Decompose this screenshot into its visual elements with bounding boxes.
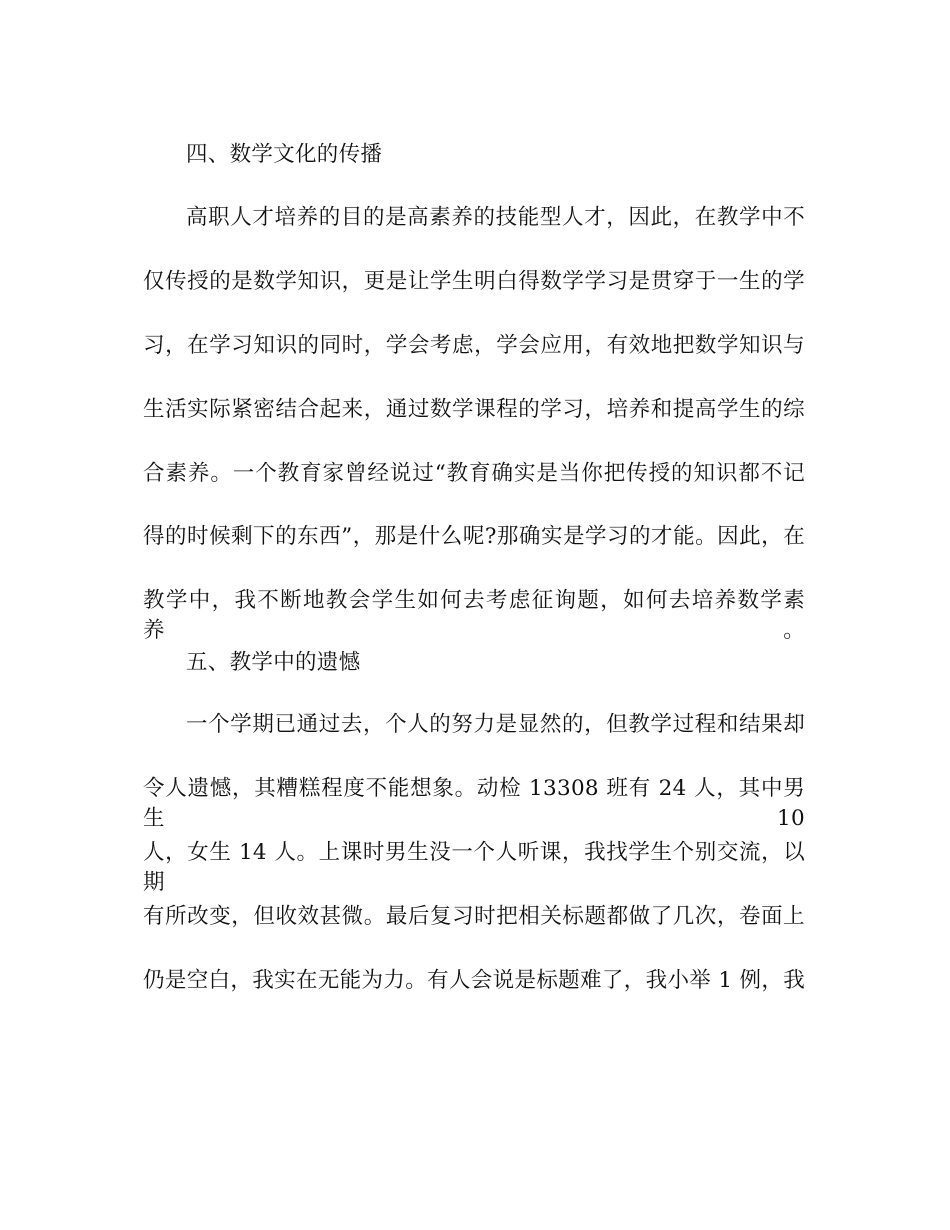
section-heading-4: 四、数学文化的传播 — [186, 142, 383, 167]
paragraph-line: 生活实际紧密结合起来，通过数学课程的学习，培养和提高学生的综 — [143, 397, 805, 422]
paragraph-line: 一个学期已通过去，个人的努力是显然的，但教学过程和结果却 — [186, 712, 805, 737]
paragraph-line: 人，女生 14 人。上课时男生没一个人听课，我找学生个别交流，以期 — [143, 840, 805, 895]
paragraph-line: 得的时候剩下的东西”，那是什么呢?那确实是学习的才能。因此，在 — [143, 524, 805, 549]
paragraph-line: 合素养。一个教育家曾经说过“教育确实是当你把传授的知识都不记 — [143, 461, 805, 486]
section-heading-5: 五、教学中的遗憾 — [186, 650, 361, 675]
paragraph-line: 高职人才培养的目的是高素养的技能型人才，因此，在教学中不 — [186, 205, 805, 230]
paragraph-line: 令人遗憾，其糟糕程度不能想象。动检 13308 班有 24 人，其中男生 10 — [143, 776, 805, 831]
paragraph-line: 习，在学习知识的同时，学会考虑，学会应用，有效地把数学知识与 — [143, 333, 805, 358]
paragraph-line: 仍是空白，我实在无能为力。有人会说是标题难了，我小举 1 例，我 — [143, 968, 805, 993]
paragraph-line: 有所改变，但收效甚微。最后复习时把相关标题都做了几次，卷面上 — [143, 904, 805, 929]
paragraph-line: 教学中，我不断地教会学生如何去考虑征询题，如何去培养数学素养。 — [143, 588, 805, 643]
paragraph-line: 仅传授的是数学知识，更是让学生明白得数学学习是贯穿于一生的学 — [143, 269, 805, 294]
